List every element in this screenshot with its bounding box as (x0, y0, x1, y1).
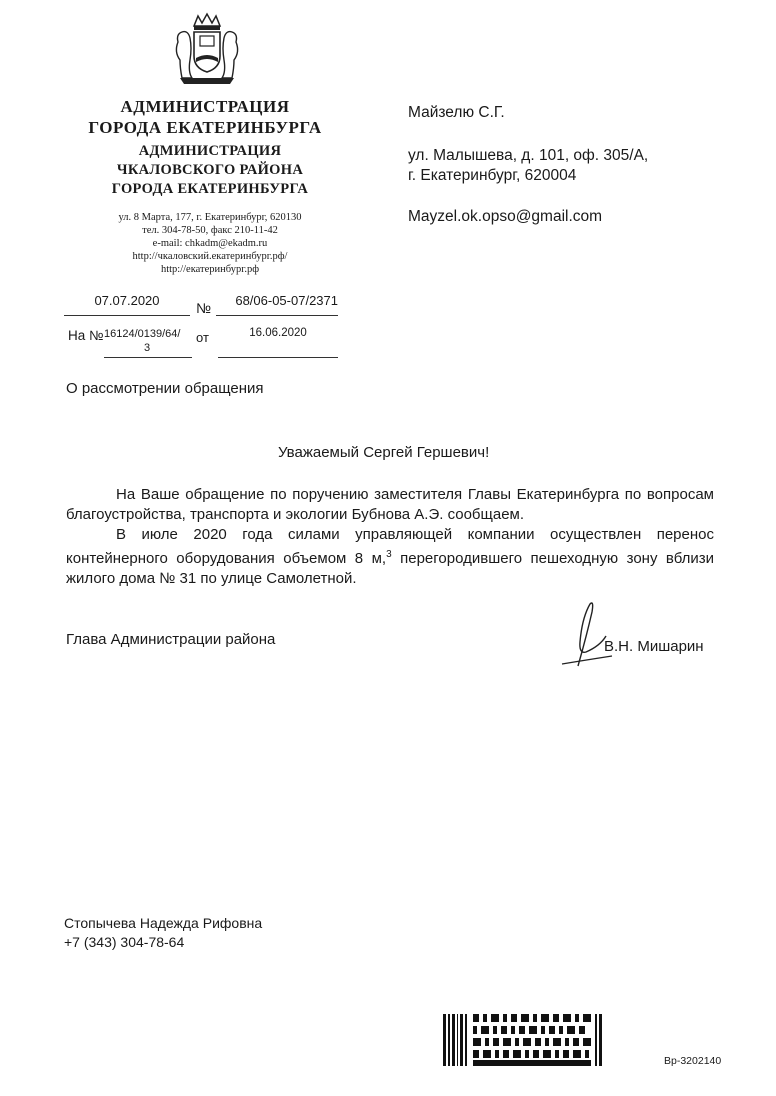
ref-date: 16.06.2020 (249, 327, 307, 339)
contact-address: ул. 8 Марта, 177, г. Екатеринбург, 620130 (118, 212, 302, 223)
body-paragraph-1: На Ваше обращение по поручению заместителя Главы Екатеринбурга по вопросам благоустройства, транспорта и экологии Бубнова А.Э. сообщаем. (66, 486, 714, 523)
ref-number-line1: 16124/0139/64/ (104, 328, 181, 340)
contact-phone: тел. 304-78-50, факс 210-11-42 (142, 225, 278, 236)
recipient-email: Mayzel.ok.opso@gmail.com (408, 208, 603, 225)
ref-date-field (218, 327, 338, 358)
body-paragraph-2-part1: В июле 2020 года силами управляющей компании осуществлен перенос контейнерного оборудования объемом 8 м, (66, 526, 714, 567)
sub-org-line2: ЧКАЛОВСКОГО РАЙОНА (116, 162, 304, 178)
ref-number-field (104, 327, 192, 358)
barcode-label: Вр-3202140 (664, 1055, 722, 1067)
sub-org-line3: ГОРОДА ЕКАТЕРИНБУРГА (111, 181, 309, 197)
organization-header (60, 96, 350, 138)
recipient-address-line1: ул. Малышева, д. 101, оф. 305/А, (408, 147, 649, 164)
org-name-line1: АДМИНИСТРАЦИЯ (120, 97, 290, 116)
body-paragraph-2-superscript: 3 (386, 549, 392, 560)
signatory-position: Глава Администрации района (66, 631, 276, 648)
recipient-address-line2: г. Екатеринбург, 620004 (408, 167, 577, 184)
ref-from-label: от (196, 330, 209, 345)
executor-phone: +7 (343) 304-78-64 (64, 934, 185, 950)
sub-organization-header (85, 142, 335, 199)
recipient-name: Майзелю С.Г. (408, 104, 505, 121)
contact-block (85, 211, 335, 276)
salutation: Уважаемый Сергей Гершевич! (278, 444, 490, 461)
letter-subject: О рассмотрении обращения (66, 380, 264, 397)
contact-url-city: http://екатеринбург.рф (160, 264, 260, 275)
org-name-line2: ГОРОДА ЕКАТЕРИНБУРГА (88, 118, 322, 137)
registration-date: 07.07.2020 (94, 293, 160, 308)
registration-number-field (216, 293, 338, 316)
barcode-icon (443, 1014, 603, 1066)
contact-email: e-mail: chkadm@ekadm.ru (152, 238, 268, 249)
sub-org-line1: АДМИНИСТРАЦИЯ (138, 143, 282, 159)
ref-prefix: На № (68, 328, 104, 343)
ref-number-line2: 3 (144, 342, 151, 354)
registration-date-field (64, 293, 190, 316)
body-paragraph-2-part2: перегородившего пешеходную зону вблизи жилого дома № 31 по улице Самолетной. (66, 550, 714, 587)
signatory-name: В.Н. Мишарин (604, 638, 704, 655)
registration-number: 68/06-05-07/2371 (235, 293, 338, 308)
executor-name: Стопычева Надежда Рифовна (64, 915, 263, 931)
handwritten-signature-icon (556, 598, 616, 670)
number-sign: № (196, 300, 212, 316)
body-paragraph-2 (66, 525, 714, 589)
coat-of-arms-icon (172, 12, 242, 86)
contact-url-district: http://чкаловский.екатеринбург.рф/ (132, 251, 288, 262)
